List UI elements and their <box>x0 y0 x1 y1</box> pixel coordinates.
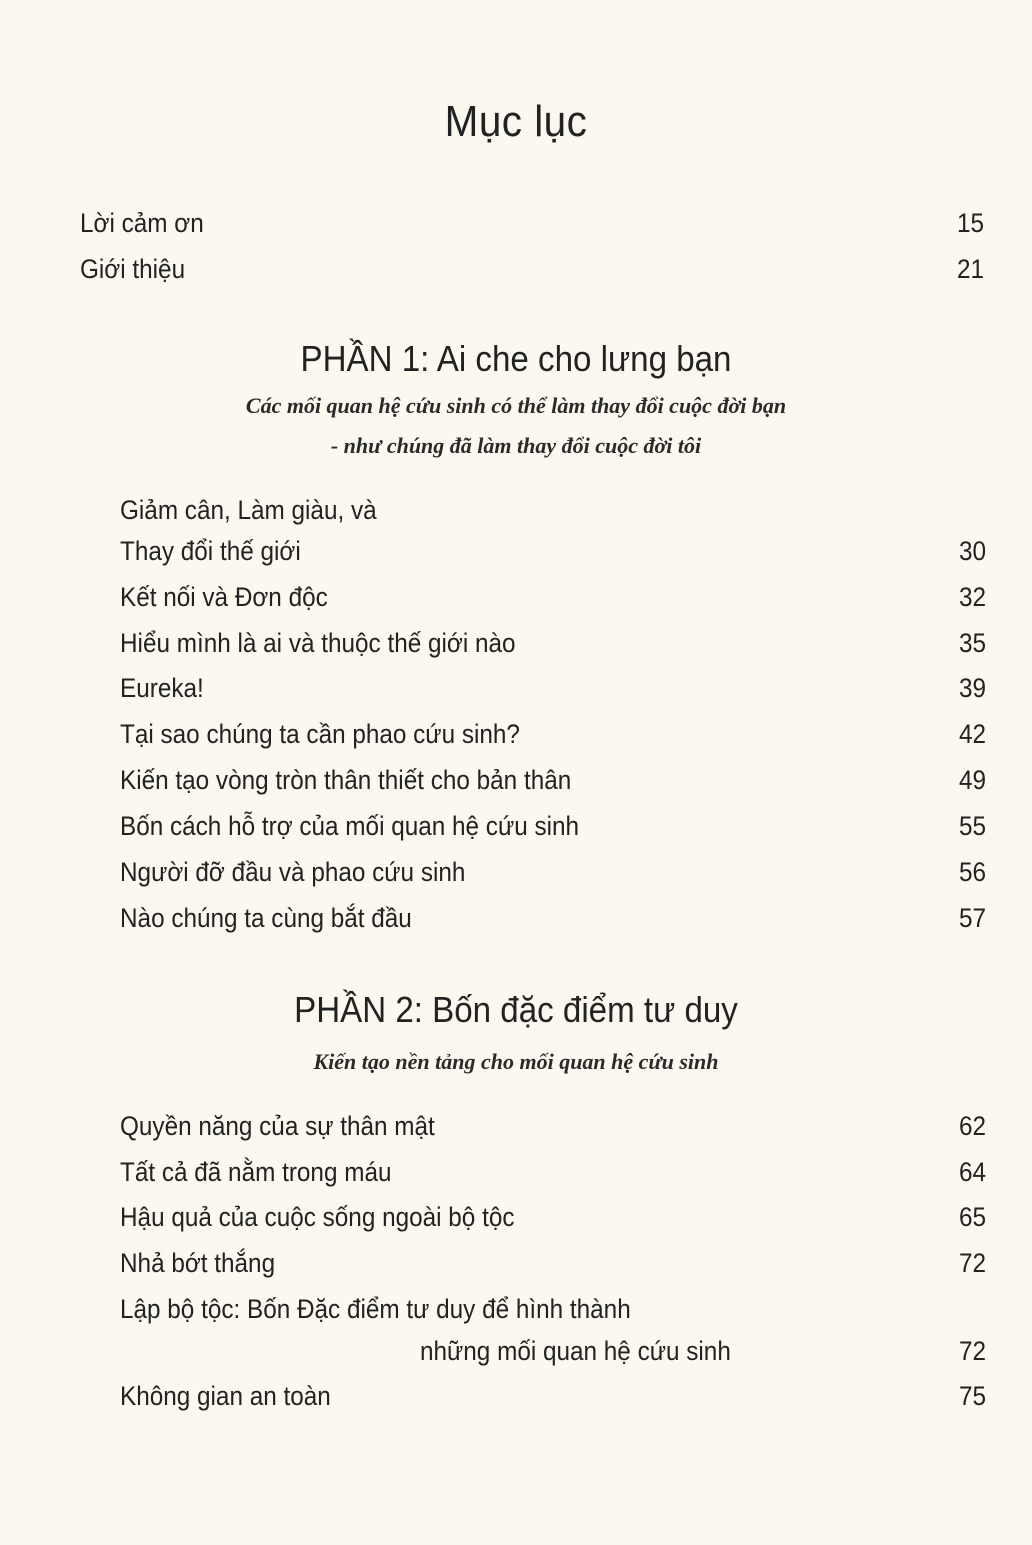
toc-entry <box>0 625 1032 661</box>
toc-entry <box>0 900 1032 936</box>
toc-entry <box>0 670 1032 706</box>
entry-page: 35 <box>958 628 986 658</box>
part2-subtitle-line: Kiến tạo nền tảng cho mối quan hệ cứu sinh <box>313 1049 719 1074</box>
entry-label: Hậu quả của cuộc sống ngoài bộ tộc <box>120 1202 515 1232</box>
entry-label: những mối quan hệ cứu sinh <box>420 1336 731 1366</box>
entry-page: 30 <box>958 536 986 566</box>
entry-page: 49 <box>958 765 986 795</box>
toc-entry <box>0 533 1032 569</box>
entry-label: Kết nối và Đơn độc <box>120 582 328 612</box>
toc-entry <box>0 716 1032 752</box>
toc-title: Mục lục <box>444 97 588 146</box>
part1-subtitle-line: - như chúng đã làm thay đổi cuộc đời tôi <box>330 433 702 458</box>
toc-entry <box>0 1333 1032 1369</box>
toc-entry <box>0 1108 1032 1144</box>
entry-page: 62 <box>958 1111 986 1141</box>
entry-page: 39 <box>958 673 986 703</box>
entry-page: 55 <box>958 811 986 841</box>
entry-label: Nhả bớt thắng <box>120 1248 276 1278</box>
entry-label: Bốn cách hỗ trợ của mối quan hệ cứu sinh <box>120 811 580 841</box>
entry-label: Không gian an toàn <box>120 1381 331 1411</box>
toc-entry <box>0 854 1032 890</box>
entry-page: 64 <box>958 1157 986 1187</box>
toc-entry <box>0 1154 1032 1190</box>
entry-label: Giảm cân, Làm giàu, và <box>120 495 377 525</box>
entry-label: Quyền năng của sự thân mật <box>120 1111 435 1141</box>
entry-label: Tại sao chúng ta cần phao cứu sinh? <box>120 719 520 749</box>
entry-label: Lời cảm ơn <box>80 208 204 238</box>
toc-entry <box>0 579 1032 615</box>
toc-entry <box>0 762 1032 798</box>
toc-entry <box>0 205 1032 241</box>
toc-entry <box>0 1291 1032 1327</box>
toc-entry <box>0 1378 1032 1414</box>
entry-label: Eureka! <box>120 673 204 703</box>
entry-label: Tất cả đã nằm trong máu <box>120 1157 392 1187</box>
entry-label: Hiểu mình là ai và thuộc thế giới nào <box>120 628 516 658</box>
entry-label: Lập bộ tộc: Bốn Đặc điểm tư duy để hình thành <box>120 1294 631 1324</box>
entry-page: 32 <box>958 582 986 612</box>
entry-page: 42 <box>958 719 986 749</box>
toc-entry <box>0 251 1032 287</box>
entry-page: 65 <box>958 1202 986 1232</box>
entry-page: 57 <box>958 903 986 933</box>
entry-label: Nào chúng ta cùng bắt đầu <box>120 903 412 933</box>
entry-page: 72 <box>958 1336 986 1366</box>
entry-page: 72 <box>958 1248 986 1278</box>
toc-entry <box>0 492 1032 528</box>
toc-entry <box>0 1199 1032 1235</box>
part1-subtitle-line: Các mối quan hệ cứu sinh có thể làm thay đổi cuộc đời bạn <box>245 393 787 418</box>
entry-label: Người đỡ đầu và phao cứu sinh <box>120 857 466 887</box>
entry-page: 15 <box>956 208 984 238</box>
entry-label: Kiến tạo vòng tròn thân thiết cho bản thân <box>120 765 572 795</box>
entry-page: 56 <box>958 857 986 887</box>
entry-label: Giới thiệu <box>80 254 186 284</box>
part1-heading: PHẦN 1: Ai che cho lưng bạn <box>300 338 732 379</box>
entry-page: 21 <box>956 254 984 284</box>
toc-entry <box>0 808 1032 844</box>
entry-page: 75 <box>958 1381 986 1411</box>
entry-label: Thay đổi thế giới <box>120 536 301 566</box>
part2-heading: PHẦN 2: Bốn đặc điểm tư duy <box>294 989 738 1030</box>
toc-entry <box>0 1245 1032 1281</box>
